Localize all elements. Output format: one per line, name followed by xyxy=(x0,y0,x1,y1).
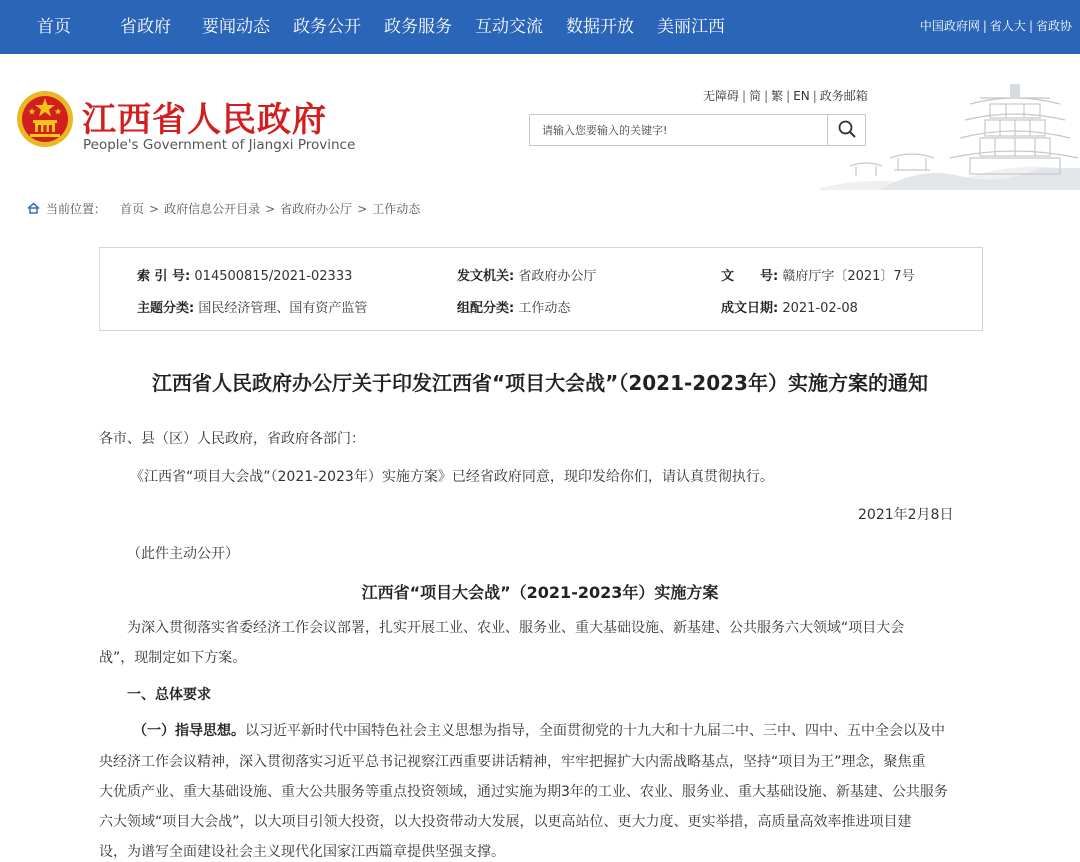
top-nav xyxy=(0,0,1080,54)
home-icon xyxy=(27,202,40,214)
tool-gov-mail[interactable]: 政务邮箱 xyxy=(819,89,868,103)
guide-line: 设，为谱写全面建设社会主义现代化国家江西篇章提供坚强支撑。 xyxy=(99,844,505,860)
tengwang-pavilion-illustration xyxy=(820,70,1080,190)
intro-line: 为深入贯彻落实省委经济工作会议部署，扎实开展工业、农业、服务业、重大基础设施、新基建、公共服务六大领域“项目大会 xyxy=(99,620,905,636)
breadcrumb-catalog[interactable]: 政府信息公开目录 xyxy=(164,202,261,216)
info-index-label: 索 引 号: xyxy=(137,269,191,284)
site-title: 江西省人民政府 xyxy=(82,100,327,140)
tool-accessibility[interactable]: 无障碍 xyxy=(703,89,740,103)
site-header xyxy=(0,54,1080,190)
breadcrumb-separator: > xyxy=(265,202,276,216)
info-doc-label: 文 号: xyxy=(721,269,779,284)
tool-english[interactable]: EN xyxy=(793,89,810,103)
separator: | xyxy=(742,89,747,103)
breadcrumb-current[interactable]: 工作动态 xyxy=(372,202,421,216)
nav-item-home[interactable]: 首页 xyxy=(37,17,71,37)
paragraph-notice: 《江西省“项目大会战”（2021-2023年）实施方案》已经省政府同意，现印发给你们，请认真贯彻执行。 xyxy=(130,469,774,485)
link-cppcc[interactable]: 省政协 xyxy=(1035,19,1072,33)
breadcrumb-separator: > xyxy=(149,202,160,216)
info-issuer xyxy=(457,265,596,284)
breadcrumb-label: 当前位置： xyxy=(46,202,107,216)
info-doc-number xyxy=(721,265,915,284)
separator: | xyxy=(786,89,791,103)
guide-line: 大优质产业、重大基础设施、重大公共服务等重点投资领域，通过实施为期3年的工业、农业、服务业、重大基础设施、新基建、公共服务 xyxy=(99,784,948,800)
info-index-value: 014500815/2021-02333 xyxy=(194,269,353,284)
site-subtitle: People's Government of Jiangxi Province xyxy=(83,137,356,153)
issue-date: 2021年2月8日 xyxy=(858,507,954,523)
separator: | xyxy=(1028,19,1033,33)
info-group-label: 组配分类: xyxy=(457,301,515,316)
separator: | xyxy=(764,89,769,103)
info-doc-value: 赣府厅字〔2021〕7号 xyxy=(782,269,915,284)
nav-item-gov-services[interactable]: 政务服务 xyxy=(384,17,452,37)
disclosure-note: （此件主动公开） xyxy=(127,546,239,562)
national-emblem-icon xyxy=(16,90,74,148)
breadcrumb-office[interactable]: 省政府办公厅 xyxy=(280,202,353,216)
guide-line: 央经济工作会议精神，深入贯彻落实习近平总书记视察江西重要讲话精神，牢牢把握扩大内需战略基点，坚持“项目为王”理念，聚焦重 xyxy=(99,754,926,770)
article-title: 江西省人民政府办公厅关于印发江西省“项目大会战”（2021-2023年）实施方案的通知 xyxy=(152,371,928,395)
plan-title: 江西省“项目大会战”（2021-2023年）实施方案 xyxy=(361,583,719,602)
nav-item-beautiful-jiangxi[interactable]: 美丽江西 xyxy=(657,17,725,37)
info-issuer-value: 省政府办公厅 xyxy=(518,269,597,284)
nav-item-gov-affairs[interactable]: 政务公开 xyxy=(293,17,361,37)
info-group xyxy=(457,297,570,316)
nav-item-open-data[interactable]: 数据开放 xyxy=(566,17,634,37)
guide-lead: （一）指导思想。 xyxy=(133,723,245,739)
guide-line xyxy=(133,721,983,741)
search-input[interactable] xyxy=(530,115,828,145)
info-topic-label: 主题分类: xyxy=(137,301,195,316)
nav-item-province-gov[interactable]: 省政府 xyxy=(120,17,171,37)
info-group-value: 工作动态 xyxy=(518,301,571,316)
link-provincial-congress[interactable]: 省人大 xyxy=(989,19,1026,33)
salutation: 各市、县（区）人民政府，省政府各部门： xyxy=(99,431,365,447)
info-date-label: 成文日期: xyxy=(721,301,779,316)
info-date-value: 2021-02-08 xyxy=(782,301,858,316)
search-box xyxy=(529,114,866,146)
tool-simplified[interactable]: 简 xyxy=(749,89,762,103)
separator: | xyxy=(982,19,987,33)
breadcrumb xyxy=(27,199,420,219)
separator: | xyxy=(812,89,817,103)
info-index xyxy=(137,265,352,284)
breadcrumb-separator: > xyxy=(357,202,368,216)
nav-item-news[interactable]: 要闻动态 xyxy=(202,17,270,37)
breadcrumb-home[interactable]: 首页 xyxy=(120,202,145,216)
link-china-gov[interactable]: 中国政府网 xyxy=(919,19,980,33)
guide-first-text: 以习近平新时代中国特色社会主义思想为指导，全面贯彻党的十九大和十九届二中、三中、四中、五中全会以及中 xyxy=(245,723,945,739)
info-topic-value: 国民经济管理、国有资产监管 xyxy=(198,301,368,316)
nav-item-interaction[interactable]: 互动交流 xyxy=(475,17,543,37)
guide-line: 六大领域“项目大会战”，以大项目引领大投资，以大投资带动大发展，以更高站位、更大力度、更实举措，高质量高效率推进项目建 xyxy=(99,814,912,830)
top-links xyxy=(920,0,1072,54)
info-topic xyxy=(137,297,367,316)
section-heading: 一、总体要求 xyxy=(127,687,211,703)
info-issuer-label: 发文机关: xyxy=(457,269,515,284)
intro-line: 战”，现制定如下方案。 xyxy=(99,650,247,666)
document-info-box xyxy=(99,247,983,331)
info-date xyxy=(721,297,858,316)
tool-traditional[interactable]: 繁 xyxy=(771,89,784,103)
